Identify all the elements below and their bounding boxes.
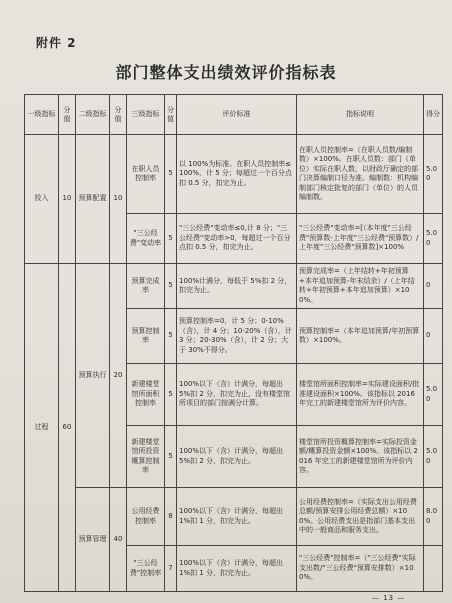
page-number: — 13 — — [372, 594, 406, 602]
indicator-standard: 100%以下（含）计满分，每超出 5%扣 2 分，扣完为止，没有楼堂馆所项目的部门按满分计算。 — [177, 364, 297, 426]
indicator-standard: 100%以下（含）计满分，每超出 1%扣 1 分，扣完为止。 — [177, 546, 297, 592]
indicator-name: 公用经费控制率 — [127, 488, 165, 546]
indicator-description: 楼堂馆所面积控制率=实际建设面积/批准建设面积×100%。该指标以 2016 年完工的新建楼堂馆所为评价内容。 — [297, 364, 424, 426]
group-input-score: 10 — [59, 135, 76, 264]
indicator-name: 在职人员控制率 — [127, 135, 165, 214]
header-got: 得分 — [424, 95, 443, 135]
header-row — [25, 95, 443, 135]
header-score2: 分值 — [110, 95, 127, 135]
indicator-standard: 100%计满分，每低于 5%扣 2 分，扣完为止。 — [177, 264, 297, 309]
indicator-standard: "三公经费"变动率≤0,计 8 分；"三公经费"变动率>0，每超过一个百分点扣 0.5 分，扣完为止。 — [177, 214, 297, 264]
indicator-name: 预算完成率 — [127, 264, 165, 309]
table-title: 部门整体支出绩效评价指标表 — [115, 63, 337, 82]
indicator-description: "三公经费"变动率=[（本年度"三公经费"预算数-上年度"三公经费"预算数）/上年度"三公经费"预算数]×100% — [297, 214, 424, 264]
indicator-score: 5 — [165, 135, 177, 214]
indicator-description: 公用经费控制率=（实际支出公用经费总额/预算安排公用经费总额）×100%。公用经费支出是指部门基本支出中的一般商品和服务支出。 — [297, 488, 424, 546]
indicator-standard: 100%以下（含）计满分，每超出 1%扣 1 分，扣完为止。 — [177, 488, 297, 546]
indicator-score: 5 — [165, 426, 177, 488]
header-level1: 一级指标 — [25, 95, 59, 135]
indicator-name: 预算控制率 — [127, 309, 165, 364]
indicator-got: 5.00 — [424, 426, 443, 488]
indicator-name: "三公经费"控制率 — [127, 546, 165, 592]
header-score1: 分值 — [59, 95, 76, 135]
indicator-score: 5 — [165, 309, 177, 364]
table-row — [25, 488, 443, 546]
indicator-got: 5.00 — [424, 214, 443, 264]
indicator-standard: 100%以下（含）计满分，每超出 5%扣 2 分，扣完为止。 — [177, 426, 297, 488]
group-budget-mgmt-score: 40 — [110, 488, 127, 592]
indicator-score: 5 — [165, 264, 177, 309]
group-process-label: 过程 — [25, 264, 59, 592]
indicator-score: 5 — [165, 364, 177, 426]
group-budget-exec-score: 20 — [110, 264, 127, 488]
indicator-got: 5.00 — [424, 364, 443, 426]
indicator-table — [24, 94, 443, 592]
header-level2: 二级指标 — [76, 95, 110, 135]
group-input-label: 投入 — [25, 135, 59, 264]
indicator-description: "三公经费"控制率=（"三公经费"实际支出数/"三公经费"预算安排数）×100%。 — [297, 546, 424, 592]
indicator-score: 5 — [165, 214, 177, 264]
header-standard: 评价标准 — [177, 95, 297, 135]
table-row — [25, 135, 443, 214]
indicator-standard: 以 100%为标准。在职人员控制率≤100%，计 5 分；每超过一个百分点扣 0.5 分，扣完为止。 — [177, 135, 297, 214]
indicator-score: 8 — [165, 488, 177, 546]
group-budget-exec-label: 预算执行 — [76, 264, 110, 488]
group-budget-mgmt-label: 预算管理 — [76, 488, 110, 592]
indicator-name: 新建楼堂馆所投资概算控制率 — [127, 426, 165, 488]
group-budget-config-score: 10 — [110, 135, 127, 264]
table-row — [25, 264, 443, 309]
indicator-description: 楼堂馆所投资概算控制率=实际投资金额/概算投资金额×100%。该指标以 2016 年完工的新建楼堂馆所为评价内容。 — [297, 426, 424, 488]
indicator-got: 0 — [424, 264, 443, 309]
indicator-got: 8.00 — [424, 488, 443, 546]
indicator-standard: 预算控制率=0，计 5 分；0-10%（含），计 4 分；10-20%（含），计 3 分；20-30%（含），计 2 分；大于 30%不得分。 — [177, 309, 297, 364]
indicator-description: 预算完成率=（上年结转+年初预算+本年追加预算-年末结余）/（上年结转+年初预算+本年追加预算）×100%。 — [297, 264, 424, 309]
group-budget-config-label: 预算配置 — [76, 135, 110, 264]
indicator-description: 预算控制率=（本年追加预算/年初预算数）×100%。 — [297, 309, 424, 364]
group-process-score: 60 — [59, 264, 76, 592]
indicator-got: 5.00 — [424, 135, 443, 214]
indicator-score: 7 — [165, 546, 177, 592]
header-description: 指标说明 — [297, 95, 424, 135]
indicator-name: 新建楼堂馆所面积控制率 — [127, 364, 165, 426]
header-level3: 三级指标 — [127, 95, 165, 135]
attachment-label: 附件 2 — [36, 36, 77, 50]
indicator-description: 在职人员控制率=（在职人员数/编制数）×100%。在职人员数：部门（单位）实际在职人数，以财政厅确定的部门决算编制口径为准。编制数：机构编制部门核定批复的部门（单位）的人员编制数。 — [297, 135, 424, 214]
indicator-got: 0 — [424, 309, 443, 364]
indicator-got — [424, 546, 443, 592]
header-score3: 分值 — [165, 95, 177, 135]
indicator-name: "三公经费"变动率 — [127, 214, 165, 264]
